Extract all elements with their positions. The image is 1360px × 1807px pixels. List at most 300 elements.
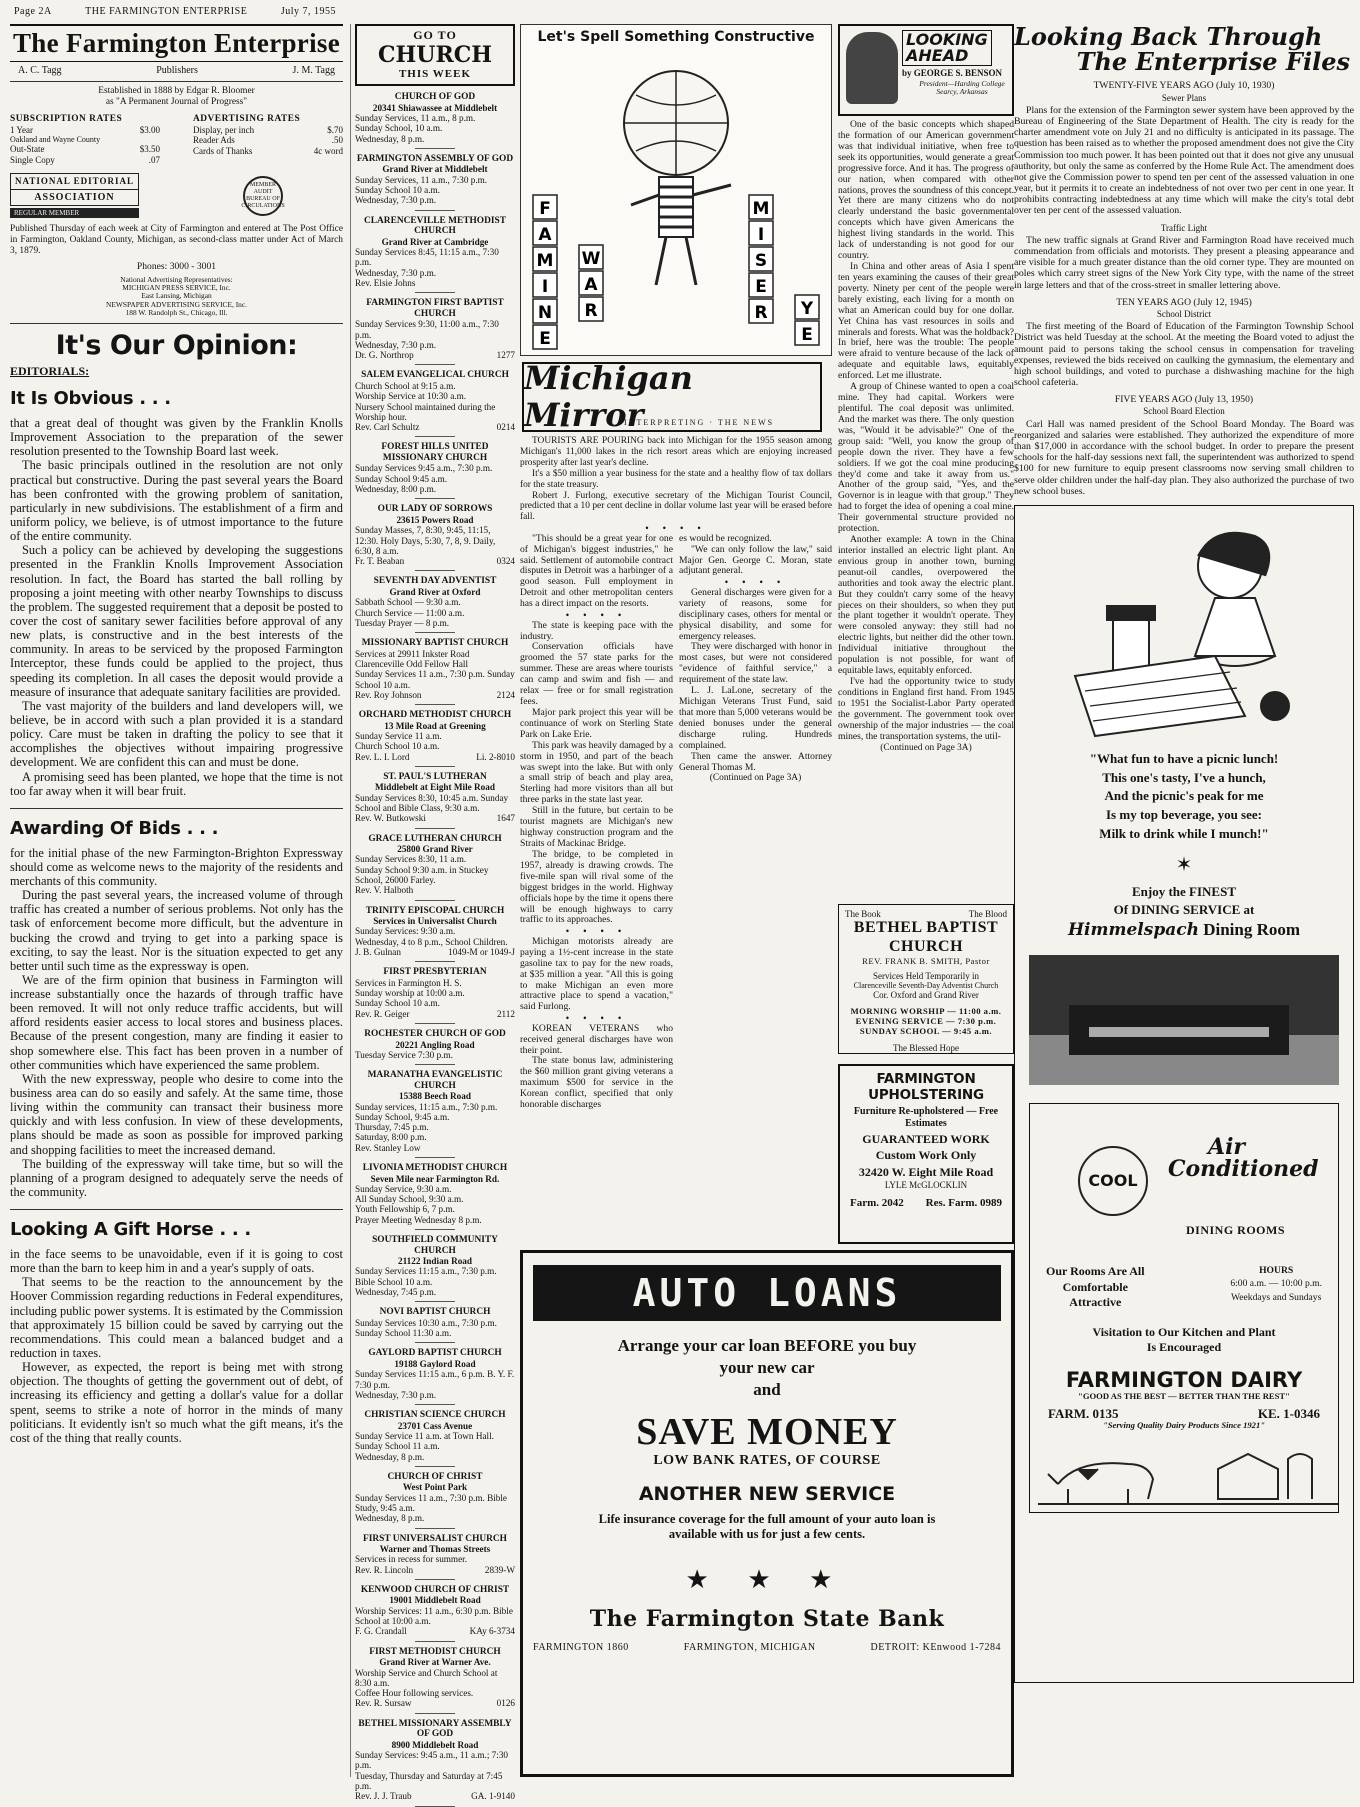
opinion-heading: It's Our Opinion: [55, 329, 298, 361]
rooms-line: Our Rooms Are All [1046, 1264, 1145, 1278]
church-address: 19001 Middlebelt Road [389, 1595, 481, 1606]
motto-line: as "A Permanent Journal of Progress" [105, 96, 248, 107]
church-name: CHRISTIAN SCIENCE CHURCH [364, 1410, 506, 1421]
nea-badge: REGULAR MEMBER [10, 208, 139, 218]
subscription-rates [10, 114, 160, 165]
column-church-directory [350, 24, 515, 1802]
section-10-years: TEN YEARS AGO (July 12, 1945) [1116, 296, 1252, 308]
section-25-years: TWENTY-FIVE YEARS AGO (July 10, 1930) [1093, 80, 1275, 92]
church-listing [355, 1307, 515, 1343]
upholstering-address: 32420 W. Eight Mile Road [858, 1165, 994, 1180]
church-service: Rev. Stanley Low [355, 1142, 421, 1153]
rep-line: National Advertising Representatives: [120, 275, 233, 285]
church-service: Wednesday, 8 p.m. [355, 133, 425, 144]
publisher-2: J. M. Tagg [292, 65, 335, 77]
church-listing [355, 1235, 515, 1302]
church-service: Worship Services: 11 a.m., 6:30 p.m. Bible School at 10:00 a.m. [355, 1605, 513, 1627]
block-letter: F [539, 199, 551, 220]
editorial-paragraph: Such a policy can be achieved by developing the suggestions presented in the Franklin Knolls Improvement Association resolution. In fact, the Board has started the ball rolling by proposing a joint meeting with other nearby Townships to discuss the problem. The suggested requirement that a deposit be posted to cover the cost of sanitary sewer facilities before approval of any new plats, is constructive and in the best interests of the community. In areas to be serviced by the proposed Farmington Interceptor, these funds could be applied to the project, thus speeding its completion. In all cases the deposit would provide a measure of insurance that adequate sanitary facilities are provided. [10, 543, 343, 699]
himmelspach [1015, 920, 1353, 941]
column-editorial [10, 24, 343, 1777]
church-phone: GA. 1-9140 [471, 1791, 515, 1802]
rep-line: NEWSPAPER ADVERTISING SERVICE, Inc. [106, 299, 247, 309]
church-name: BETHEL MISSIONARY ASSEMBLY OF GOD [358, 1718, 512, 1740]
church-service: Wednesday, 7:30 p.m. [355, 267, 437, 278]
subhead-traffic: Traffic Light [1160, 222, 1208, 233]
church-address: 15388 Beech Road [399, 1091, 471, 1102]
mirror-paragraph: TOURISTS ARE POURING back into Michigan for the 1955 season among Michigan's 11,000 lakes in the rich resort areas which are enjoying increased prosperity after last year's decline. [520, 436, 832, 468]
looking-back-title [1014, 22, 1354, 77]
church-service: Coffee Hour following services. [355, 1688, 474, 1699]
column-looking-back [1014, 24, 1354, 1777]
building-photo-icon [1029, 955, 1339, 1085]
farmington-dairy-name: FARMINGTON DAIRY [1065, 1367, 1303, 1392]
mirror-subtitle: INTERPRETING · THE NEWS [624, 417, 775, 427]
bank-name: The Farmington State Bank [589, 1605, 945, 1632]
advertising-rates [193, 114, 343, 165]
church-pastor: Rev. R. Sursaw [355, 1698, 412, 1709]
picnic-girl-illustration-icon [1015, 506, 1353, 746]
church-contact [355, 752, 515, 762]
nea-emblem [10, 173, 343, 218]
representatives [10, 276, 343, 317]
subhead-sewer: Sewer Plans [1161, 92, 1207, 103]
church-service: Sunday Masses, 7, 8:30, 9:45, 11:15, 12:30. Holy Days, 5:30, 7, 8, 9. Daily, 6:30, 8 a.m. [355, 525, 496, 556]
church-service: Sunday Services 9:30, 11:00 a.m., 7:30 p.m. [355, 319, 499, 340]
audit-bureau-seal-icon: MEMBER AUDIT BUREAU OF CIRCULATIONS [243, 176, 283, 216]
looking-back-paragraph: Plans for the extension of the Farmington sewer system have been approved by the Bureau of Engineering of the State Department of Health. The city is ready for the charter amendment vote on July 21 and no difficulty is anticipated in its passage. The question has been raised as to whether the proposed amendment does not give the City Commission too much power. It has been pointed out that it does not give any unusual authority, but only the same as conferred by the Home Rule Act. The amendment does not give the Commission power to spend ten per cent of the assessed valuation in one year, but it permits it to create an indebtedness of not over two per cent in one year. It prohibits contracting indebtedness at any time which will make the city's total debt over ten per cent of the assessed valuation. [1014, 104, 1354, 217]
block-letter: R [584, 301, 598, 322]
church-service: Sunday Services, 11 a.m., 8 p.m. [355, 113, 476, 123]
church-service: Sunday Services: 9:30 a.m. [355, 926, 456, 937]
rooms-line: Comfortable [1062, 1279, 1128, 1294]
looking-affiliation: President—Harding College Searcy, Arkansas [919, 79, 1005, 97]
church-pastor: Rev. Carl Schultz [355, 422, 420, 433]
church-service: Wednesday, 8:00 p.m. [355, 484, 437, 495]
block-letter: W [581, 249, 601, 270]
phones: Phones: 3000 - 3001 [136, 261, 217, 273]
church-address: 23615 Powers Road [396, 514, 474, 525]
editorial-1-title: It Is Obvious . . . [10, 388, 171, 410]
enjoy-line: Enjoy the FINEST [1131, 884, 1237, 900]
rate-value: $3.00 [139, 124, 160, 135]
enjoy-line: Of DINING SERVICE at [1113, 901, 1255, 917]
farmington-dairy-ad [1014, 505, 1354, 1683]
column-paragraph: In China and other areas of Asia I spent ten years examining the causes of their great poverty. Ninety per cent of the people were barely existing, each living for a month on what an American could buy for one dollar. Yet China has vast resources in soils and minerals and forests. What was the holdback? In brief, here was the trouble: The people were afraid to venture because of the lack of adequate and equitable laws, equitably enforced. Let me illustrate. [838, 260, 1014, 382]
rate-value: 4c word [313, 145, 343, 156]
enjoy-finest [1015, 883, 1353, 918]
church-address: 8900 Middlebelt Road [391, 1739, 479, 1750]
church-service: Youth Fellowship 6, 7 p.m. [355, 1204, 455, 1215]
looking-title-1: LOOKING [906, 30, 988, 49]
church-name: ST. PAUL'S LUTHERAN [383, 771, 487, 782]
mirror-paragraph: Robert J. Furlong, executive secretary of the Michigan Tourist Council, predicted that a 10 per cent decline in dollar volume last year will be erased before fall. [520, 490, 832, 523]
church-listing [355, 1472, 515, 1529]
himmelspach-name: Himmelspach [1067, 920, 1199, 941]
publishers-label: Publishers [156, 65, 198, 77]
established-line: Established in 1888 by Edgar R. Bloomer [98, 85, 255, 96]
church-address: Grand River at Warner Ave. [379, 1657, 491, 1668]
mirror-paragraph: Still in the future, but certain to be tourist magnets are Michigan's new highway construction program and the Straits of Mackinac Bridge. [520, 805, 673, 850]
church-service: Church School 10 a.m. [355, 741, 440, 752]
looking-ahead-title [902, 30, 992, 66]
editorial-paragraph: During the past several years, the increased volume of through traffic has created a number of serious problems. Not only has the task of enforcement become more difficult, but the adventure in bucking the crowd and trying to get into a parking space is exciting, to say the least. Nor is the situation expected to get any better until such time as the expressway is open. [10, 888, 343, 973]
rate-value: $.70 [327, 124, 343, 135]
editorial-paragraph: The basic principals outlined in the resolution are not only practical but constructive. During the past several years the Board has been confronted with the growing problem of sanitation, particularly in new subdivisions. The establishment of a firm and uniform policy, we believe, is of utmost importance to the future of the entire community. [10, 458, 343, 544]
column-paragraph: Another example: A town in the China interior installed an electric light plant. An envious group in another town, burning peanut-oil candles, overpowered the authorities and took away the electric plant. But they couldn't carry some of the heavy pieces on their shoulders, so when they put the plant together it wouldn't operate. They were consoled anyway: they still had no electric lights, but neither did the other town. Individual initiative throughout the population is not possible, for want of equitable laws, equitably enforced. [838, 534, 1014, 677]
mirror-paragraph: It's a $50 million a year business for the state and a healthy flow of tax dollars for the state treasury. [520, 468, 832, 490]
mirror-paragraph: The bridge, to be completed in 1957, already is drawing crowds. The five-mile span will rival some of the biggest bridges in the world. Highway officials hope by the time it opens there will be enough highways to carry traffic to its approaches. [520, 848, 673, 926]
block-letter: E [801, 325, 813, 346]
hours-line: Weekdays and Sundays [1230, 1291, 1322, 1303]
dairy-phone-2: KE. 1-0346 [1257, 1406, 1320, 1422]
church-contact [355, 556, 515, 566]
editorial-paragraph: A promising seed has been planted, we hope that the time is not too far away when it will bear fruit. [10, 769, 343, 798]
church-listing [355, 442, 515, 499]
church-service: Wednesday, 8 p.m. [355, 1451, 425, 1462]
looking-back-title-1: Looking Back Through [1014, 22, 1323, 51]
mirror-paragraph: General discharges were given for a variety of reasons, some for disciplinary cases, others for mental or physical disability, and some for emergency releases. [679, 586, 832, 642]
block-letter: M [536, 251, 554, 272]
church-service: Services in recess for summer. [355, 1554, 468, 1565]
editorial-paragraph: The vast majority of the builders and land developers will, we believe, be in accord with such a plan provided it is a standard policy. Care must be taken in drafting the policy to see that it accomplishes the objectives without impairing progressive development. We are confident this can and must be done. [10, 698, 343, 770]
editorial-cartoon [520, 24, 832, 356]
church-address: 21122 Indian Road [397, 1256, 473, 1267]
editorial-paragraph: for the initial phase of the new Farmington-Brighton Expressway should come as welcome news to the majority of the residents and merchants of this community. [10, 845, 343, 888]
church-service: Wednesday, 7:30 p.m. [355, 1389, 437, 1400]
church-service: Sunday worship at 10:00 a.m. [355, 988, 465, 999]
stars-icon: ★ ★ ★ [685, 1564, 849, 1594]
church-service: Sunday Services, 11 a.m., 7:30 p.m. Sunday School 10 a.m. [355, 174, 488, 196]
church-service: Sunday Service, 9:30 a.m. [355, 1183, 452, 1194]
church-listing [355, 298, 515, 365]
looking-back-paragraph: The first meeting of the Board of Education of the Farmington Township School District was held Tuesday at the school. At the meeting the Board voted to adjust the amount paid to persons taking the school census in compensation for traveling expenses, reviewed the bids received on caulking the gymnasium, the elementary and high school buildings, and voted to purchase a dishwashing machine for the high school cafeteria. [1014, 321, 1354, 389]
star-icon: ✶ [1175, 854, 1193, 876]
church-contact [355, 1565, 515, 1575]
church-pastor: Rev. L. I. Lord [355, 751, 410, 762]
church-name: TRINITY EPISCOPAL CHURCH [365, 905, 505, 916]
church-address: West Point Park [402, 1482, 468, 1493]
auto-loans-heading: AUTO LOANS [533, 1265, 1001, 1321]
church-pastor: Rev. R. Lincoln [355, 1564, 414, 1575]
dining-rooms-label: DINING ROOMS [1186, 1223, 1286, 1237]
editorial-paragraph: However, as expected, the report is being met with strong objection. The thoughts of getting the government out of debt, of increasing its efficiency and getting a dollar's value for a dollar spent, seems to strike a note of horror in the minds of many politicians. It evidently isn't so much what the gift means, it's the cost of the thing that really counts. [10, 1360, 343, 1445]
life-insurance-line: Life insurance coverage for the full amount of your auto loan is available with us for just a few cents. [598, 1511, 936, 1542]
author-portrait-icon [846, 32, 898, 104]
church-listing [355, 1719, 515, 1807]
editorial-paragraph: With the new expressway, people who desire to come into the business area can do so easily and safely. At the same time, those living within the community can transact their business more quickly and with less confusion. In view of these developments, plans should be made as soon as possible for improved parking and shopping facilities to meet the increased demand. [10, 1071, 343, 1157]
editorial-paragraph: That seems to be the reaction to the announcement by the Hoover Commission regarding reductions in Federal expenditures, including public power systems. It is estimated by the Commission that approximately 15 billion could be saved by carrying out the recommendations. This could mean a balanced budget and a reduction in taxes. [10, 1275, 343, 1361]
column-paragraph: A group of Chinese wanted to open a coal mine. They had capital. Workers were plentiful. The coal deposit was unlimited. And the market was there. The only question was, "Would it be advisable?" One of the group said: "Well, you know the group of people down the river. They have a few soldiers. If we got the coal mine producing they'd come and take it away from us." Another of the group said, "Yes, and the Governor is in league with that group." They had to forget the idea of opening a coal mine. Their governmental structure provided no protection. [838, 381, 1014, 535]
block-letter: I [757, 225, 765, 246]
visitation-line: Is Encouraged [1146, 1340, 1222, 1355]
church-service: Sunday Services 8:30, 10:45 a.m. Sunday School and Bible Class, 9:30 a.m. [355, 792, 509, 813]
mirror-paragraph: Major park project this year will be continuance of work on Sterling State Park on Lake Erie. [520, 706, 673, 740]
rate-label: Display, per inch [193, 124, 255, 135]
church-service: Worship Service and Church School at 8:30 a.m. [355, 1667, 498, 1688]
church-contact [355, 1626, 515, 1636]
air-word: Air [1208, 1134, 1246, 1160]
church-service: Sunday Services 10:30 a.m., 7:30 p.m. Sunday School 11:30 a.m. [355, 1317, 497, 1339]
church-address: Services in Universalist Church [373, 916, 497, 927]
block-letter: S [754, 251, 768, 272]
church-pastor: Fr. T. Beaban [355, 556, 405, 567]
page-header [14, 6, 336, 18]
church-listing [355, 638, 515, 705]
michigan-mirror-column: TOURISTS ARE POURING back into Michigan for the 1955 season among Michigan's 11,000 lakes in the rich resort areas which are enjoying increased prosperity after last year's decline. It's a $50 million a year business for the state and a healthy flow of tax dollars for the state treasury. Robert J. Furlong, executive secretary of the Michigan Tourist Council, predicted that a 10 per cent decline in dollar volume last year will be erased before fall. • • • • [520, 436, 832, 534]
church-name: GAYLORD BAPTIST CHURCH [368, 1348, 502, 1359]
issue-date: July 7, 1955 [280, 6, 336, 17]
dairy-box [1029, 1103, 1339, 1513]
looking-ahead-header [838, 24, 1014, 116]
rate-label: Out-State [10, 144, 45, 155]
church-address: 25800 Grand River [397, 844, 473, 855]
mirror-paragraph: The state is keeping pace with the industry. [520, 619, 673, 642]
mirror-paragraph: L. J. LaLone, secretary of the Michigan Veterans Trust Fund, said that more than 5,000 veterans would be denied bonuses under the general discharge ruling. Hundreds complained. [679, 685, 832, 751]
church-service: Sunday School 9:30 a.m. in Stuckey School, 26000 Farley. [355, 864, 489, 885]
church-name: MARANATHA EVANGELISTIC CHURCH [367, 1070, 503, 1091]
mirror-paragraph: The state bonus law, administering the $60 million grant giving veterans a maximum $500 for service in the Korean conflict, specified that only honorable discharges [520, 1055, 673, 1111]
church-listing [355, 1647, 515, 1714]
save-money: SAVE MONEY [636, 1411, 898, 1454]
church-pastor: J. B. Gulnan [355, 947, 401, 957]
church-address: Grand River at Cambridge [381, 236, 489, 247]
church-service: Services in Farmington H. S. [355, 977, 462, 988]
church-listing [355, 710, 515, 767]
bethel-corner: Cor. Oxford and Grand River [873, 990, 979, 1001]
church-phone: 0324 [496, 556, 515, 567]
editorial-paragraph: We are of the firm opinion that business in Farmington will increase substantially once the hazards of through traffic have been removed. It will not only reduce traffic accidents, but will afford residents easier access to local stores and business places. Because of the present congestion, many are finding it easier to shop somewhere else. This fact has been proven in a number of other communities which have experienced the same problem. [10, 972, 343, 1072]
hours-label: HOURS [1259, 1265, 1294, 1276]
poem-line: And the picnic's peak for me [1104, 788, 1264, 804]
church-address: 20341 Shiawassee at Middlebelt [372, 102, 498, 113]
publishers-row [18, 65, 335, 77]
low-bank-rates: LOW BANK RATES, OF COURSE [653, 1453, 881, 1469]
church-listing [355, 1410, 515, 1467]
auto-loans-ad [520, 1250, 1014, 1777]
mirror-paragraph: Then came the answer. Attorney General Thomas M. [679, 750, 832, 773]
rate-label: Oakland and Wayne County [10, 135, 101, 145]
bethel-name: BETHEL BAPTIST CHURCH [853, 919, 999, 955]
church-name: SOUTHFIELD COMMUNITY CHURCH [372, 1235, 498, 1256]
auto-line-2: your new car [719, 1358, 815, 1378]
mirror-paragraph: KOREAN VETERANS who received general discharges have won their point. [520, 1022, 673, 1056]
bethel-baptist-ad [838, 904, 1014, 1054]
church-service: Sunday Service 11 a.m. at Town Hall. Sunday School 11 a.m. [355, 1430, 494, 1452]
church-contact [355, 350, 515, 360]
church-service: Wednesday, 7:30 p.m. [355, 195, 437, 206]
church-name: SALEM EVANGELICAL CHURCH [361, 370, 509, 381]
church-title: CHURCH [377, 41, 493, 68]
church-address: Grand River at Oxford [389, 586, 481, 597]
church-listing [355, 834, 515, 901]
church-service: Church School at 9:15 a.m. [355, 380, 456, 391]
church-name: NOVI BAPTIST CHURCH [379, 1307, 491, 1318]
masthead-title: The Farmington Enterprise [10, 24, 343, 62]
mirror-paragraph: This park was heavily damaged by a storm in 1950, and part of the beach was swept into the lake. But with only a small strip of beach and play area, Sterling had more visitors than all but three parks in the state last year. [520, 739, 673, 806]
church-service: Sunday Services 11 a.m., 7:30 p.m. Sunday School 10 a.m. [355, 669, 515, 690]
mirror-title: Michigan Mirror [524, 358, 693, 434]
dairy-since: "Serving Quality Dairy Products Since 1921" [1102, 1420, 1266, 1431]
block-letter: E [539, 329, 551, 350]
church-listing [355, 1070, 515, 1158]
rate-label: Cards of Thanks [193, 145, 253, 156]
church-name: CLARENCEVILLE METHODIST CHURCH [364, 215, 506, 237]
church-address: 13 Mile Road at Greening [384, 720, 486, 731]
mirror-paragraph: es would be recognized. [679, 532, 772, 544]
bank-phone-detroit: DETROIT: KEnwood 1-7284 [870, 1642, 1001, 1654]
cow-farm-icon [1038, 1439, 1338, 1509]
bethel-blood: The Blood [968, 909, 1007, 919]
church-contact [355, 690, 515, 700]
church-phone: 0214 [496, 422, 515, 433]
block-letter: I [541, 277, 549, 298]
upholstering-res-phone: Res. Farm. 0989 [925, 1196, 1002, 1209]
church-pastor: F. G. Crandall [355, 1626, 407, 1637]
church-address: 19188 Gaylord Road [394, 1358, 476, 1369]
subhead-school-board: School Board Election [1143, 406, 1225, 417]
church-address: Seven Mile near Farmington Rd. [370, 1173, 500, 1184]
church-listing [355, 370, 515, 437]
auto-line-1: Arrange your car loan BEFORE you buy [617, 1336, 917, 1356]
dairy-slogan: "GOOD AS THE BEST — BETTER THAN THE REST" [1078, 1391, 1290, 1402]
publication-notice: Published Thursday of each week at City of Farmington and entered at The Post Office in Farmington, Oakland County, Michigan, as second-class matter under Act of March 3, 1879. [10, 224, 343, 257]
church-service: Wednesday, 7:45 p.m. [355, 1286, 437, 1297]
church-name: FIRST METHODIST CHURCH [369, 1646, 501, 1657]
rep-line: MICHIGAN PRESS SERVICE, Inc. [122, 283, 231, 293]
looking-back-paragraph: Carl Hall was named president of the School Board Monday. The Board was reorganized and salaries were established. They authorized the expenditure of more than $17,000 in accordance with the school budget. In order to prepare the present schools for the half-day sessions next fall, the superintendent was authorized to spend $100 for new furniture to equip present classrooms now serving small children to serve older children under the half-day plan. They also authorized the purchase of two new school buses. [1014, 418, 1354, 497]
upholstering-name: FARMINGTON UPHOLSTERING [868, 1071, 984, 1103]
church-service: Sunday Services: 9:45 a.m., 11 a.m.; 7:30 p.m. [355, 1750, 509, 1771]
cool-air-conditioned [1058, 1126, 1319, 1246]
upholstering-line-1: Furniture Re-upholstered — Free Estimates [853, 1106, 999, 1129]
upholstering-owner: LYLE McGLOCKLIN [884, 1180, 968, 1191]
mirror-paragraph: They were discharged with honor in most cases, but were not considered "evidence of faithful service," a requirement of the state law. [679, 641, 832, 686]
column-center [520, 24, 1015, 1777]
poem-line: Milk to drink while I munch!" [1099, 826, 1269, 842]
rate-value: $3.50 [139, 144, 160, 155]
church-address: 23701 Cass Avenue [397, 1420, 473, 1431]
church-phone: KAy 6-3734 [469, 1626, 515, 1637]
rate-label: 1 Year [10, 124, 34, 135]
farmington-upholstering-ad [838, 1064, 1014, 1244]
church-pastor: Rev. J. J. Traub [355, 1791, 412, 1802]
church-name: CHURCH OF CHRIST [387, 1471, 483, 1482]
church-listing [355, 1534, 515, 1580]
mirror-paragraph: Michigan motorists already are paying a 1½-cent increase in the state gasoline tax to pay for the new roads, at $35 million a year. "All this is going to make Michigan an even more attractive place to spend a vacation," said Furlong. [520, 935, 673, 1013]
church-listing [355, 154, 515, 211]
church-name: MISSIONARY BAPTIST CHURCH [361, 638, 509, 649]
mirror-continued: (Continued on Page 3A) [709, 773, 802, 784]
church-service: Wednesday, 7:30 p.m. [355, 339, 437, 350]
church-phone: 2839-W [484, 1564, 515, 1575]
editorial-2-title: Awarding Of Bids . . . [10, 817, 219, 839]
church-listing [355, 906, 515, 963]
church-listing [355, 216, 515, 294]
publisher-1: A. C. Tagg [18, 65, 62, 77]
church-service: Sabbath School — 9:30 a.m. [355, 597, 461, 608]
dairy-phone-1: FARM. 0135 [1048, 1406, 1119, 1422]
editorial-paragraph: The building of the expressway will take time, but so will the planning of a program designed to adequately serve the needs of the community. [10, 1156, 343, 1200]
church-name: LIVONIA METHODIST CHURCH [362, 1162, 508, 1173]
mirror-paragraph: "We can only follow the law," said Major Gen. George C. Moran, state adjutant general. [679, 543, 832, 577]
nea-title: NATIONAL EDITORIAL [10, 173, 139, 189]
rates-block [10, 114, 343, 165]
looking-back-paragraph: The new traffic signals at Grand River and Farmington Road have received much commendation from officials and motorists. They present a pleasing appearance and are visible for a much greater distance than the old corner type. They are mounted on poles which carry street signs of the New York City type, with the name of the street in large letters and that of the cross-street in smaller lettering above. [1014, 234, 1354, 291]
church-service: Rev. V. Halboth [355, 885, 414, 896]
bethel-pastor: REV. FRANK B. SMITH, Pastor [862, 955, 990, 966]
church-service: Tuesday Service 7:30 p.m. [355, 1049, 453, 1060]
church-service: All Sunday School, 9:30 a.m. [355, 1194, 464, 1205]
church-listing [355, 1163, 515, 1230]
looking-continued: (Continued on Page 3A) [880, 742, 972, 753]
church-phone: 2124 [496, 689, 515, 700]
church-phone: 1277 [496, 350, 515, 361]
church-listing [355, 1348, 515, 1405]
church-service: Tuesday Prayer — 8 p.m. [355, 617, 450, 628]
church-service: Saturday, 8:00 p.m. [355, 1132, 427, 1143]
church-contact [355, 422, 515, 432]
upholstering-phone: Farm. 2042 [850, 1196, 904, 1209]
mirror-paragraph: Conservation officials have groomed the 57 state parks for the summer. These are areas where tourists can camp and swim and fish — and relax — free or for small registration fees. [520, 641, 673, 708]
church-name: FIRST UNIVERSALIST CHURCH [363, 1533, 507, 1544]
church-phone: 1647 [496, 813, 515, 824]
editorial-3-title: Looking A Gift Horse . . . [10, 1219, 251, 1241]
bethel-hope: The Blessed Hope [893, 1042, 959, 1053]
editorial-paragraph: in the face seems to be unavoidable, even if it is going to cost more than the barn to keep him in and a year's supply of oats. [10, 1247, 343, 1276]
church-name: CHURCH OF GOD [394, 92, 476, 103]
upholstering-line-3: Custom Work Only [875, 1148, 977, 1163]
rep-line: 188 W. Randolph St., Chicago, Ill. [125, 307, 228, 317]
church-pastor: Dr. G. Northrop [355, 350, 414, 361]
church-listing [355, 967, 515, 1024]
church-name: FARMINGTON FIRST BAPTIST CHURCH [366, 298, 504, 319]
mirror-right-column: es would be recognized. "We can only follow the law," said Major Gen. George C. Moran, state adjutant general. • • • • General discharges were given for a variety of reasons, some for disciplinary cases, others for mental or physical disability, and some for emergency releases. They were discharged with honor in most cases, but were not considered "evidence of faithful service," a requirement of the state law. L. J. LaLone, secretary of the Michigan Veterans Trust Fund, said that more than 5,000 veterans would be denied bonuses under the general discharge ruling. Hundreds complained. Then came the answer. Attorney General Thomas M. (Continued on Page 3A) [679, 532, 832, 784]
poem-line: Is my top beverage, you see: [1106, 807, 1262, 823]
church-listing [355, 772, 515, 829]
church-service: Church Service — 11:00 a.m. [355, 607, 465, 618]
church-listing [355, 92, 515, 149]
church-listing [355, 576, 515, 633]
dining-room-label: Dining Room [1203, 920, 1301, 940]
church-service: Prayer Meeting Wednesday 8 p.m. [355, 1214, 482, 1225]
church-list [355, 92, 515, 1806]
poem-line: This one's tasty, I've a hunch, [1102, 769, 1266, 785]
church-service: Sunday services, 11:15 a.m., 7:30 p.m. Sunday School, 9:45 a.m. [355, 1101, 498, 1122]
column-paragraph: I've had the opportunity twice to study conditions in England first hand. From 1945 to 1951 the Socialist-Labor Party operated the government. The government took over ownership of the major industries — the coal mines, the transportation systems, the util- [838, 676, 1014, 742]
church-phone: 2112 [496, 1008, 515, 1019]
church-name: FIRST PRESBYTERIAN [383, 967, 487, 978]
church-address: 20221 Angling Road [395, 1039, 475, 1050]
mirror-paragraph: "This should be a great year for one of Michigan's biggest industries," he said. Settlement of automobile contract disputes in Detroit was a harbinger of a good season. Full employment in Detroit and other metropolitan centers has a direct impact on the resorts. [520, 532, 673, 610]
church-name: SEVENTH DAY ADVENTIST [373, 576, 497, 587]
cartoon-title: Let's Spell Something Constructive [537, 29, 815, 45]
looking-back-title-2: The Enterprise Files [1076, 47, 1350, 77]
bethel-service-3: SUNDAY SCHOOL — 9:45 a.m. [859, 1025, 993, 1036]
church-address: Grand River at Middlebelt [382, 164, 488, 175]
cool-penguin-icon: COOL [1078, 1146, 1148, 1216]
bethel-held: Services Held Temporarily in [873, 970, 979, 981]
upholstering-line-2: GUARANTEED WORK [862, 1131, 990, 1146]
church-name: ROCHESTER CHURCH OF GOD [364, 1029, 506, 1040]
section-5-years: FIVE YEARS AGO (July 13, 1950) [1114, 394, 1254, 406]
church-name: KENWOOD CHURCH OF CHRIST [360, 1584, 510, 1595]
church-pastor: Rev. W. Butkowski [355, 813, 426, 824]
church-service: Sunday Services 11:15 a.m., 6 p.m. B. Y. F. 7:30 p.m. [355, 1369, 515, 1390]
church-contact [355, 813, 515, 823]
church-name: FOREST HILLS UNITED MISSIONARY CHURCH [381, 442, 489, 463]
bethel-book: The Book [845, 909, 881, 919]
